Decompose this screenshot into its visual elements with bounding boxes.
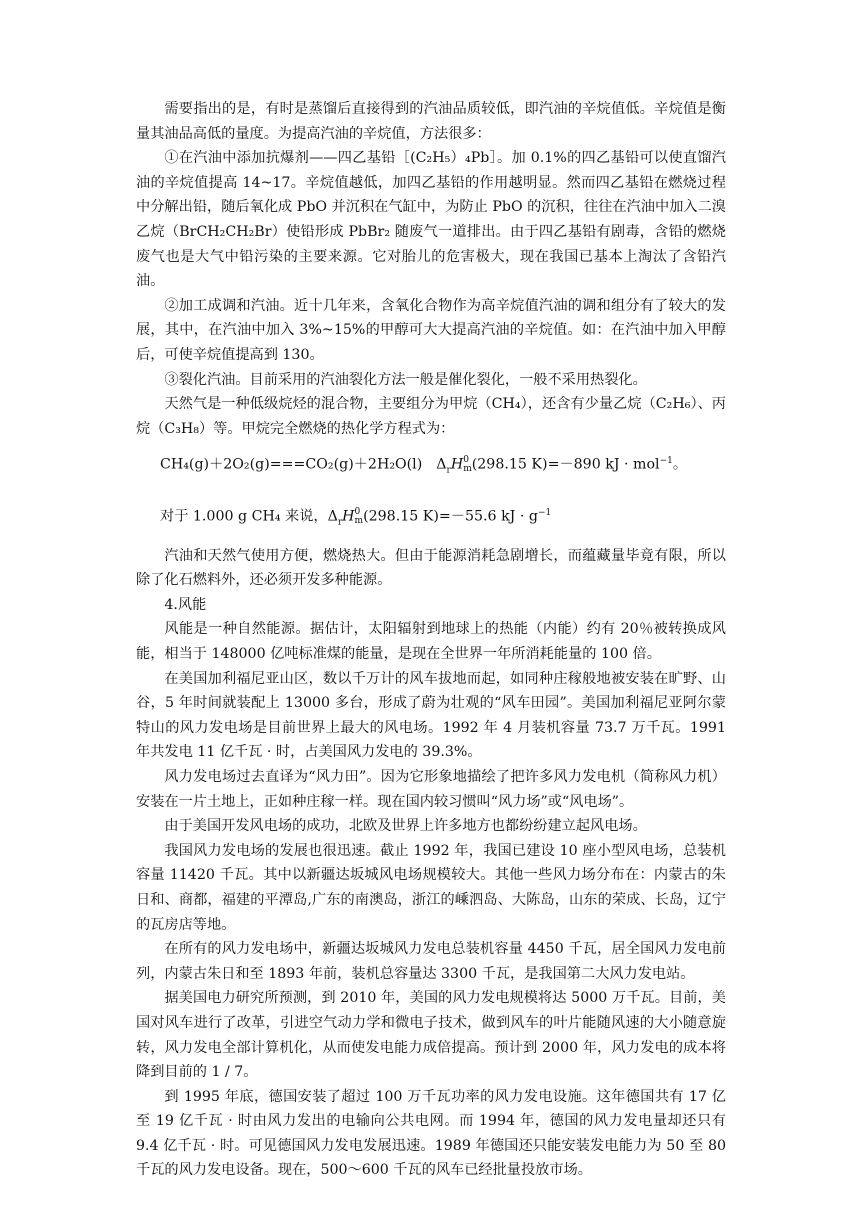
subscript-r: r: [337, 518, 343, 529]
enthalpy-symbol: H: [342, 509, 355, 526]
equation-reaction: CH₄(g)＋2O₂(g)===CO₂(g)＋2H₂O(l): [160, 457, 423, 474]
delta-symbol: Δ: [436, 457, 447, 474]
superscript-zero: 0: [463, 455, 469, 466]
paragraph: 到 1995 年底，德国安装了超过 100 万千瓦功率的风力发电设施。这年德国共有 17 亿至 19 亿千瓦 · 时由风力发出的电输向公共电网。而 1994 年，德国的风力发电量却还只有 9.4 亿千瓦 · 时。可见德国风力发电发展迅速。1989 年德国还只能安装发电能力为 50 至 80 千瓦的风力发电设备。现在，500～600 千瓦的风车已经批量投放市场。: [136, 1088, 726, 1179]
equation-prefix: 对于 1.000 g CH₄ 来说，: [160, 509, 328, 526]
paragraph: 据美国电力研究所预测，到 2010 年，美国的风力发电规模将达 5000 万千瓦。目前，美国对风车进行了改革，引进空气动力学和微电子技术，做到风车的叶片能随风速的大小随意旋转，风力发电全部计算机化，从而使发电能力成倍提高。预计到 2000 年，风力发电的成本将降到目前的 1 / 7。: [136, 990, 726, 1081]
paragraph: 天然气是一种低级烷烃的混合物，主要组分为甲烷（CH₄），还含有少量乙烷（C₂H₆）、丙烷（C₃H₈）等。甲烷完全燃烧的热化学方程式为：: [136, 396, 726, 437]
equation-end: 。: [672, 457, 688, 474]
equation-value: (298.15 K)=－890 kJ · mol: [471, 457, 660, 474]
subscript-r: r: [446, 465, 451, 476]
equation-per-gram: [160, 501, 726, 535]
paragraph: 由于美国开发风电场的成功，北欧及世界上许多地方也都纷纷建立起风电场。: [164, 818, 647, 835]
paragraph: 风力发电场过去直译为“风力田”。因为它形象地描绘了把许多风力发电机（简称风力机）安装在一片土地上，正如种庄稼一样。现在国内较习惯叫“风力场”或“风电场”。: [136, 768, 726, 810]
unit-exponent: −1: [659, 456, 673, 467]
document-page: [136, 97, 726, 1183]
section-heading: 4.风能: [164, 596, 207, 613]
paragraph: 汽油和天然气使用方便，燃烧热大。但由于能源消耗急剧增长，而蕴藏量毕竟有限，所以除了化石燃料外，还必须开发多种能源。: [136, 547, 726, 589]
enthalpy-symbol: H: [450, 457, 464, 474]
superscript-zero: 0: [354, 507, 361, 518]
paragraph: 我国风力发电场的发展也很迅速。截止 1992 年，我国已建设 10 座小型风电场，总装机容量 11420 千瓦。其中以新疆达坂城风电场规模较大。其他一些风力场分布在：内蒙古的朱日和、商都，福建的平潭岛,广东的南澳岛，浙江的嵊泗岛、大陈岛，山东的荣成、长岛，辽宁的瓦房店等地。: [136, 842, 726, 933]
paragraph: ②加工成调和汽油。近十几年来，含氧化合物作为高辛烷值汽油的调和组分有了较大的发展，其中，在汽油中加入 3%~15%的甲醇可大大提高汽油的辛烷值。如：在汽油中加入甲醇后，可使辛烷值提高到 130。: [136, 297, 726, 363]
unit-exponent: −1: [537, 508, 552, 519]
equation-methane-combustion: [160, 449, 726, 483]
paragraph: 风能是一种自然能源。据估计，太阳辐射到地球上的热能（内能）约有 20％被转换成风能，相当于 148000 亿吨标准煤的能量，是现在全世界一年所消耗能量的 100 倍。: [136, 621, 726, 662]
paragraph: 需要指出的是，有时是蒸馏后直接得到的汽油品质较低，即汽油的辛烷值低。辛烷值是衡量其油品高低的量度。为提高汽油的辛烷值，方法很多：: [136, 101, 726, 142]
paragraph: ③裂化汽油。目前采用的汽油裂化方法一般是催化裂化，一般不采用热裂化。: [164, 371, 647, 388]
paragraph: 在所有的风力发电场中，新疆达坂城风力发电总装机容量 4450 千瓦，居全国风力发电前列，内蒙古朱日和至 1893 年前，装机总容量达 3300 千瓦，是我国第二大风力发电站。: [136, 941, 726, 982]
paragraph: ①在汽油中添加抗爆剂——四乙基铅［(C₂H₅）₄Pb］。加 0.1%的四乙基铅可以使直馏汽油的辛烷值提高 14~17。辛烷值越低，加四乙基铅的作用越明显。然而四乙基铅在燃烧过程中分解出铅，随后氧化成 PbO 并沉积在气缸中，为防止 PbO 的沉积，往往在汽油中加入二溴乙烷（BrCH₂CH₂Br）使铅形成 PbBr₂ 随废气一道排出。由于四乙基铅有剧毒，含铅的燃烧废气也是大气中铅污染的主要来源。它对胎儿的危害极大，现在我国已基本上淘汰了含铅汽油。: [136, 150, 726, 290]
subscript-m: m: [463, 464, 472, 475]
equation-value: (298.15 K)=－55.6 kJ · g: [363, 509, 538, 526]
subscript-m: m: [354, 516, 364, 527]
delta-symbol: Δ: [327, 509, 338, 526]
paragraph: 在美国加利福尼亚山区，数以千万计的风车拔地而起，如同种庄稼般地被安装在旷野、山谷，5 年时间就装配上 13000 多台，形成了蔚为壮观的“风车田园”。美国加利福尼亚阿尔蒙特山的风力发电场是目前世界上最大的风电场。1992 年 4 月装机容量 73.7 万千瓦。1991 年共发电 11 亿千瓦 · 时，占美国风力发电的 39.3%。: [136, 670, 726, 761]
